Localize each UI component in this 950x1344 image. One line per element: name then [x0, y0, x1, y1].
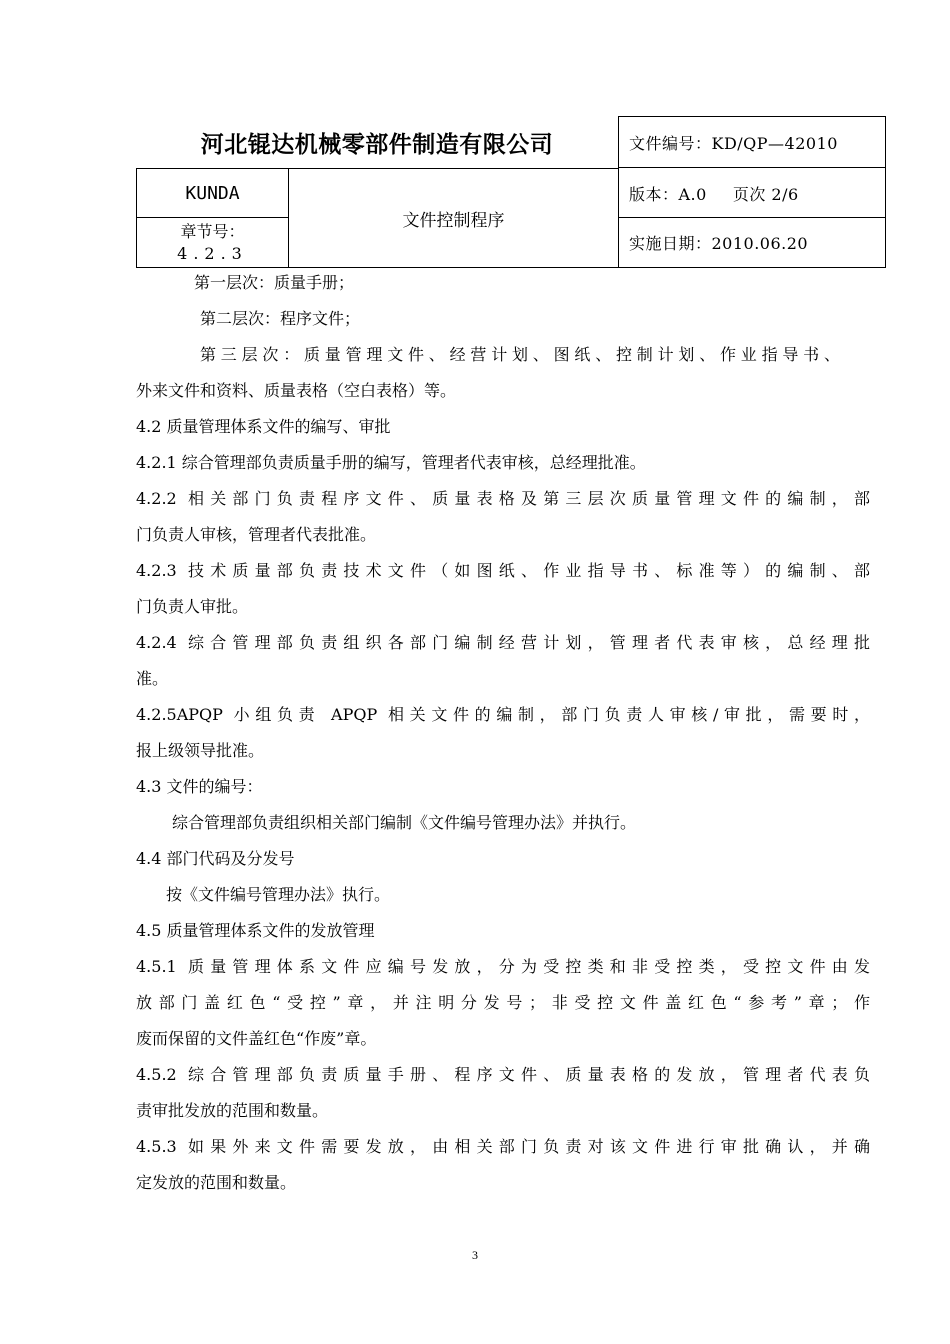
page-info: 页次 2/6: [732, 185, 799, 204]
body-line: 4.2.2 相关部门负责程序文件、质量表格及第三层次质量管理文件的编制，部: [136, 489, 870, 508]
chapter-value: 4.2.3: [177, 243, 248, 263]
section-heading: 4.2 质量管理体系文件的编写、审批: [136, 417, 391, 436]
version-cell: [618, 168, 886, 218]
body-line: 废而保留的文件盖红色“作废”章。: [136, 1029, 377, 1048]
effective-date: 实施日期：2010.06.20: [629, 234, 809, 253]
doc-title-cell: [288, 168, 618, 268]
document-header: [136, 116, 886, 268]
body-line: 门负责人审批。: [136, 597, 249, 616]
doc-title: 文件控制程序: [402, 210, 505, 231]
body-line: 定发放的范围和数量。: [136, 1173, 297, 1192]
company-name: 河北锟达机械零部件制造有限公司: [200, 131, 554, 158]
doc-number: 文件编号：KD/QP—42010: [629, 133, 838, 153]
body-line: 报上级领导批准。: [136, 741, 265, 760]
section-heading: 4.5 质量管理体系文件的发放管理: [136, 921, 375, 940]
page-number: 3: [472, 1248, 478, 1262]
body-line: 4.2.3 技术质量部负责技术文件（如图纸、作业指导书、标准等）的编制、部: [136, 561, 870, 580]
chapter-label: 章节号：: [180, 221, 245, 241]
body-line: 综合管理部负责组织相关部门编制《文件编号管理办法》并执行。: [172, 813, 637, 832]
body-line: 4.2.1 综合管理部负责质量手册的编写，管理者代表审核，总经理批准。: [136, 453, 646, 472]
version: 版本：A.0: [629, 185, 707, 204]
section-heading: 4.4 部门代码及分发号: [136, 849, 295, 868]
body-line: 第二层次：程序文件；: [200, 309, 361, 328]
body-line: 外来文件和资料、质量表格（空白表格）等。: [136, 381, 457, 400]
body-line: 责审批发放的范围和数量。: [136, 1101, 329, 1120]
body-line: 4.5.1 质量管理体系文件应编号发放，分为受控类和非受控类，受控文件由发: [136, 957, 870, 976]
brand-cell: [136, 168, 288, 218]
effective-date-cell: [618, 218, 886, 268]
body-line: 按《文件编号管理办法》执行。: [166, 885, 391, 904]
body-line: 4.2.5APQP 小组负责 APQP 相关文件的编制，部门负责人审核/审批，需要时，: [136, 705, 870, 724]
chapter-cell: [136, 218, 288, 268]
body-line: 放部门盖红色“受控”章，并注明分发号；非受控文件盖红色“参考”章；作: [136, 993, 870, 1012]
body-line: 4.2.4 综合管理部负责组织各部门编制经营计划，管理者代表审核，总经理批: [136, 633, 870, 652]
body-line: 4.5.3 如果外来文件需要发放，由相关部门负责对该文件进行审批确认，并确: [136, 1137, 870, 1156]
doc-number-cell: [618, 116, 886, 168]
body-line: 准。: [136, 669, 169, 688]
body-line: 第一层次：质量手册；: [194, 273, 355, 292]
body-line: 第三层次：质量管理文件、经营计划、图纸、控制计划、作业指导书、: [200, 345, 840, 364]
section-heading: 4.3 文件的编号：: [136, 777, 263, 796]
body-line: 4.5.2 综合管理部负责质量手册、程序文件、质量表格的发放，管理者代表负: [136, 1065, 870, 1084]
body-line: 门负责人审核，管理者代表批准。: [136, 525, 377, 544]
brand-name: KUNDA: [185, 182, 240, 204]
